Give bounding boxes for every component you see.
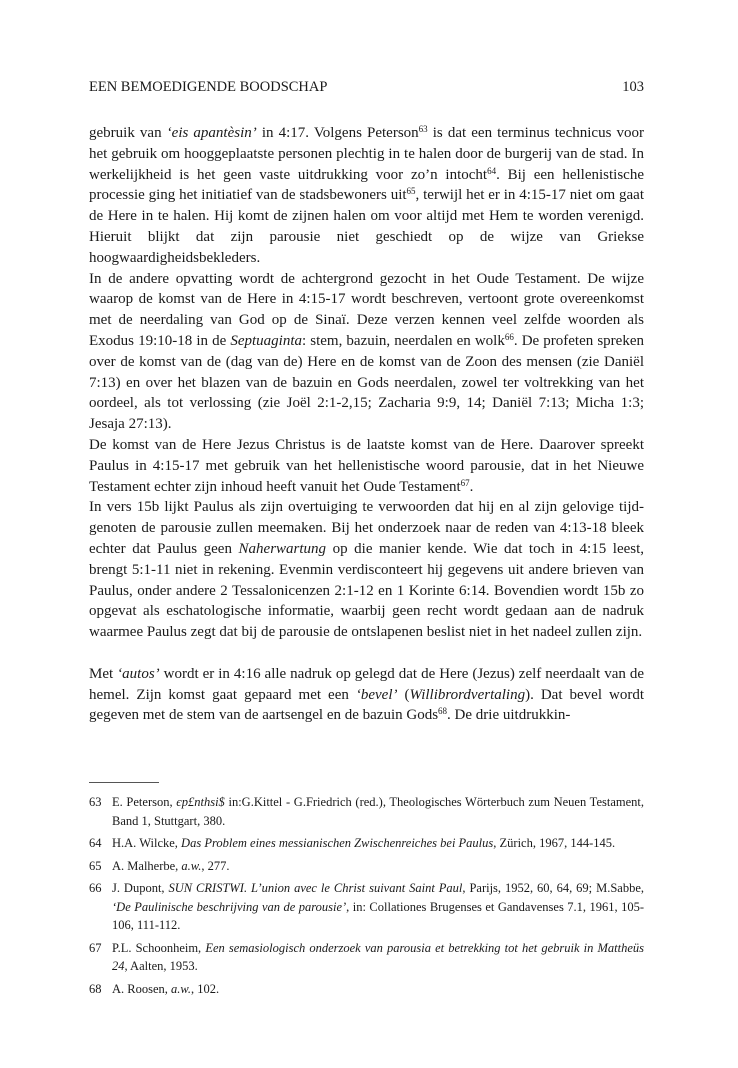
- italic-text: ‘eis apantèsin’: [166, 125, 257, 141]
- text-run: H.A. Wilcke,: [112, 836, 182, 850]
- running-header: [89, 79, 644, 99]
- footnote-ref: 67: [460, 477, 470, 488]
- footnote-text: [112, 793, 644, 830]
- text-run: , in: Collationes Brugenses et Gandavenses 7.1, 1961, 105-106, 111-112.: [112, 899, 644, 932]
- footnote: [89, 980, 644, 999]
- text-run: , terwijl het er in 4:15-17 niet om gaat de Here in te halen. Hij komt de zijnen halen om voor altijd met Hem te worden verenigd. Hieruit blijkt dat zijn parousie niet geschiedt op de wijze van Griekse hoogwaardigheidsbekleders.: [89, 187, 645, 266]
- text-run: , 277.: [201, 858, 230, 873]
- footnote-number: 66: [89, 881, 102, 895]
- text-run: wordt er in 4:16 alle nadruk op gelegd dat de Here (Jezus) zelf neerdaalt van de hemel. Zijn komst gaat gepaard met een: [89, 665, 644, 703]
- footnote: [89, 879, 644, 935]
- text-run: is dat een terminus technicus voor het gebruik om hooggeplaatste personen plechtig in te halen door de burgerij van de stad. In werkelijkheid is het geen vaste uitdrukking voor zo’n intocht: [89, 125, 644, 183]
- text-run: A. Malherbe,: [112, 858, 182, 873]
- footnote-ref: 65: [406, 186, 416, 197]
- paragraph: [89, 269, 644, 435]
- footnote-text: [112, 879, 644, 935]
- footnote-ref: 64: [487, 165, 497, 176]
- footnote-number: 68: [89, 981, 102, 996]
- text-run: in:G.Kittel - G.Friedrich (red.), Theologisches Wörterbuch zum Neuen Testament, Band 1, Stuttgart, 380.: [112, 795, 644, 828]
- text-run: ). Dat bevel wordt gegeven met de stem van de aartsengel en de bazuin Gods: [89, 686, 644, 724]
- paragraph: [89, 497, 644, 643]
- text-run: E. Peterson,: [112, 795, 177, 809]
- text-run: In vers 15b lijkt Paulus als zijn overtuiging te verwoorden dat hij en al zijn gelovige tijdgenoten de parousie zullen meemaken. Bij het onderzoek naar de reden van 4:13-18 bleek echter dat Paulus geen: [89, 499, 644, 557]
- footnote: [89, 857, 644, 876]
- text-run: . De profeten spreken over de komst van de (dag van de) Here en de komst van de Zoon des mensen (zie Daniël 7:13) en over het blazen van de bazuin en Gods neerdalen, zowel ter voltrekking van het oordeel, als tot verlossing (zie Joël 2:1-2,15; Zacharia 9:9, 14; Daniël 7:13; Micha 1:3; Jesaja 27:13).: [89, 332, 644, 433]
- footnotes: [89, 793, 644, 1002]
- text-run: (: [397, 686, 410, 703]
- text-run: A. Roosen,: [112, 981, 172, 996]
- text-run: , Aalten, 1953.: [124, 959, 198, 973]
- italic-text: єp£nthsi$: [176, 795, 225, 809]
- footnote-ref: 63: [418, 124, 428, 134]
- footnote: [89, 939, 644, 976]
- italic-text: a.w.: [171, 981, 191, 996]
- body-text: [89, 123, 644, 726]
- italic-text: Naherwartung: [238, 540, 327, 557]
- footnote-number: 67: [89, 940, 102, 955]
- italic-text: ‘autos’: [117, 665, 160, 682]
- italic-text: Een semasiologisch onderzoek van parousia et betrekking tot het gebruik in Mattheüs 24: [112, 940, 645, 973]
- italic-text: Das Problem eines messianischen Zwischenreiches bei Paulus: [181, 836, 494, 850]
- running-title: EEN BEMOEDIGENDE BOODSCHAP: [89, 79, 328, 95]
- text-run: J. Dupont,: [112, 881, 169, 895]
- footnote-ref: 66: [504, 331, 514, 342]
- footnote-separator: [89, 782, 159, 783]
- text-run: op die manier kende. Wie dat toch in 4:15 leest, brengt 5:1-11 niet in rekening. Evenmin verdisconteert hij gegevens uit andere brieven van Paulus, onder andere 2 Tessalonicenzen 2:1-12 en 1 Korinte 6:14. Bovendien wordt 15b zo opgevat als eschatologische informatie, waarbij geen recht wordt gedaan aan de nadruk waarmee Paulus zegt dat bij de parousie de ontslapenen beslist niet in het nadeel zullen zijn.: [89, 540, 645, 641]
- text-run: , Parijs, 1952, 60, 64, 69; M.Sabbe,: [462, 881, 644, 895]
- italic-text: SUN CRISTWI. L’union avec le Christ suivant Saint Paul: [168, 881, 463, 895]
- text-run: P.L. Schoonheim,: [112, 940, 206, 955]
- text-run: . Bij een hellenistische processie ging het initiatief van de stadsbewoners uit: [89, 166, 644, 204]
- text-run: in 4:17. Volgens Peterson: [256, 125, 419, 141]
- italic-text: a.w.: [181, 858, 202, 873]
- text-run: , Zürich, 1967, 144-145.: [493, 836, 616, 850]
- text-run: , 102.: [190, 981, 220, 996]
- italic-text: Septuaginta: [230, 332, 302, 349]
- italic-text: ‘bevel’: [355, 686, 398, 703]
- text-run: In de andere opvatting wordt de achtergrond gezocht in het Oude Testament. De wijze waarop de komst van de Here in 4:15-17 wordt beschreven, vertoont grote overeenkomst met de neerdaling van God op de Sinaï. Deze verzen kennen veel zelfde woorden als Exodus 19:10-18 in de: [89, 270, 644, 349]
- paragraph: [89, 435, 644, 497]
- paragraph: [89, 664, 644, 726]
- italic-text: ‘De Paulinische beschrijving van de parousie’: [112, 899, 347, 914]
- footnote: [89, 793, 644, 830]
- text-run: . De drie uitdrukkin-: [447, 707, 571, 724]
- text-run: .: [469, 478, 474, 495]
- footnote-ref: 68: [438, 706, 448, 717]
- footnote: [89, 834, 644, 853]
- text-run: De komst van de Here Jezus Christus is de laatste komst van de Here. Daarover spreekt Paulus in 4:15-17 met gebruik van het hellenistische woord parousie, dat in het Nieuwe Testament echter zijn inhoud heeft vanuit het Oude Testament: [89, 436, 644, 495]
- footnote-text: [112, 939, 644, 976]
- text-run: : stem, bazuin, neerdalen en wolk: [302, 332, 505, 349]
- footnote-number: 64: [89, 836, 102, 850]
- text-run: gebruik van: [89, 125, 167, 141]
- paragraph: [89, 123, 644, 269]
- italic-text: Willibrordvertaling: [409, 686, 526, 703]
- page-number: 103: [622, 79, 644, 95]
- footnote-number: 65: [89, 858, 102, 873]
- footnote-text: [112, 857, 644, 876]
- footnote-text: [112, 834, 644, 853]
- footnote-text: [112, 980, 644, 999]
- text-run: Met: [89, 665, 118, 682]
- footnote-number: 63: [89, 795, 102, 809]
